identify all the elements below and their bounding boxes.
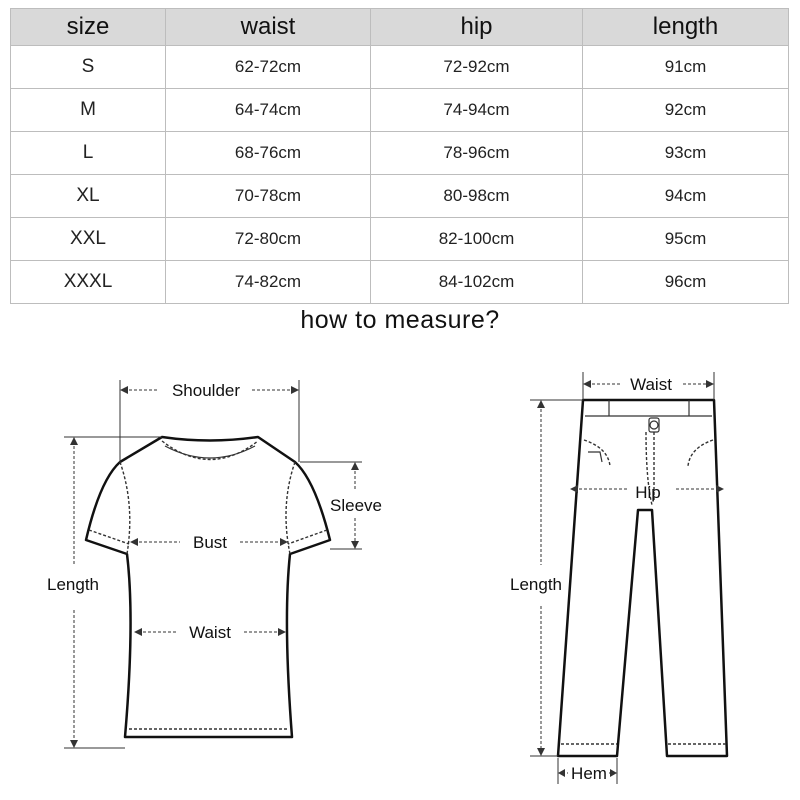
size-cell: L [11,132,166,175]
hip-cell: 80-98cm [371,175,583,218]
shoulder-label: Shoulder [171,381,241,400]
pants-drawing [558,400,727,756]
pants-waist-measure [583,372,714,400]
waist-cell: 68-76cm [166,132,371,175]
size-cell: XL [11,175,166,218]
hip-cell: 82-100cm [371,218,583,261]
sleeve-label: Sleeve [330,496,382,515]
header-size: size [11,9,166,46]
waist-cell: 74-82cm [166,261,371,304]
length-cell: 92cm [583,89,789,132]
pants-length-label: Length [510,575,562,594]
shirt-waist-measure [134,623,286,642]
tshirt-drawing [86,437,330,737]
how-to-measure-heading: how to measure? [300,306,500,334]
bust-measure [130,533,288,552]
length-cell: 96cm [583,261,789,304]
header-length: length [583,9,789,46]
header-waist: waist [166,9,371,46]
pants-waist-label: Waist [630,375,672,394]
size-cell: XXXL [11,261,166,304]
shirt-waist-label: Waist [189,623,231,642]
size-cell: S [11,46,166,89]
waist-cell: 62-72cm [166,46,371,89]
length-cell: 95cm [583,218,789,261]
size-cell: XXL [11,218,166,261]
shirt-length-label: Length [47,575,99,594]
hip-cell: 72-92cm [371,46,583,89]
hip-cell: 78-96cm [371,132,583,175]
shoulder-measure [120,380,299,462]
pants-length-measure [510,400,583,756]
bust-label: Bust [192,533,228,552]
length-cell: 91cm [583,46,789,89]
length-cell: 93cm [583,132,789,175]
length-cell: 94cm [583,175,789,218]
waist-cell: 72-80cm [166,218,371,261]
hip-label: Hip [635,483,661,502]
waist-cell: 64-74cm [166,89,371,132]
hem-measure [558,758,617,784]
header-hip: hip [371,9,583,46]
hip-cell: 74-94cm [371,89,583,132]
hip-cell: 84-102cm [371,261,583,304]
waist-cell: 70-78cm [166,175,371,218]
size-cell: M [11,89,166,132]
hem-label: Hem [571,764,607,783]
